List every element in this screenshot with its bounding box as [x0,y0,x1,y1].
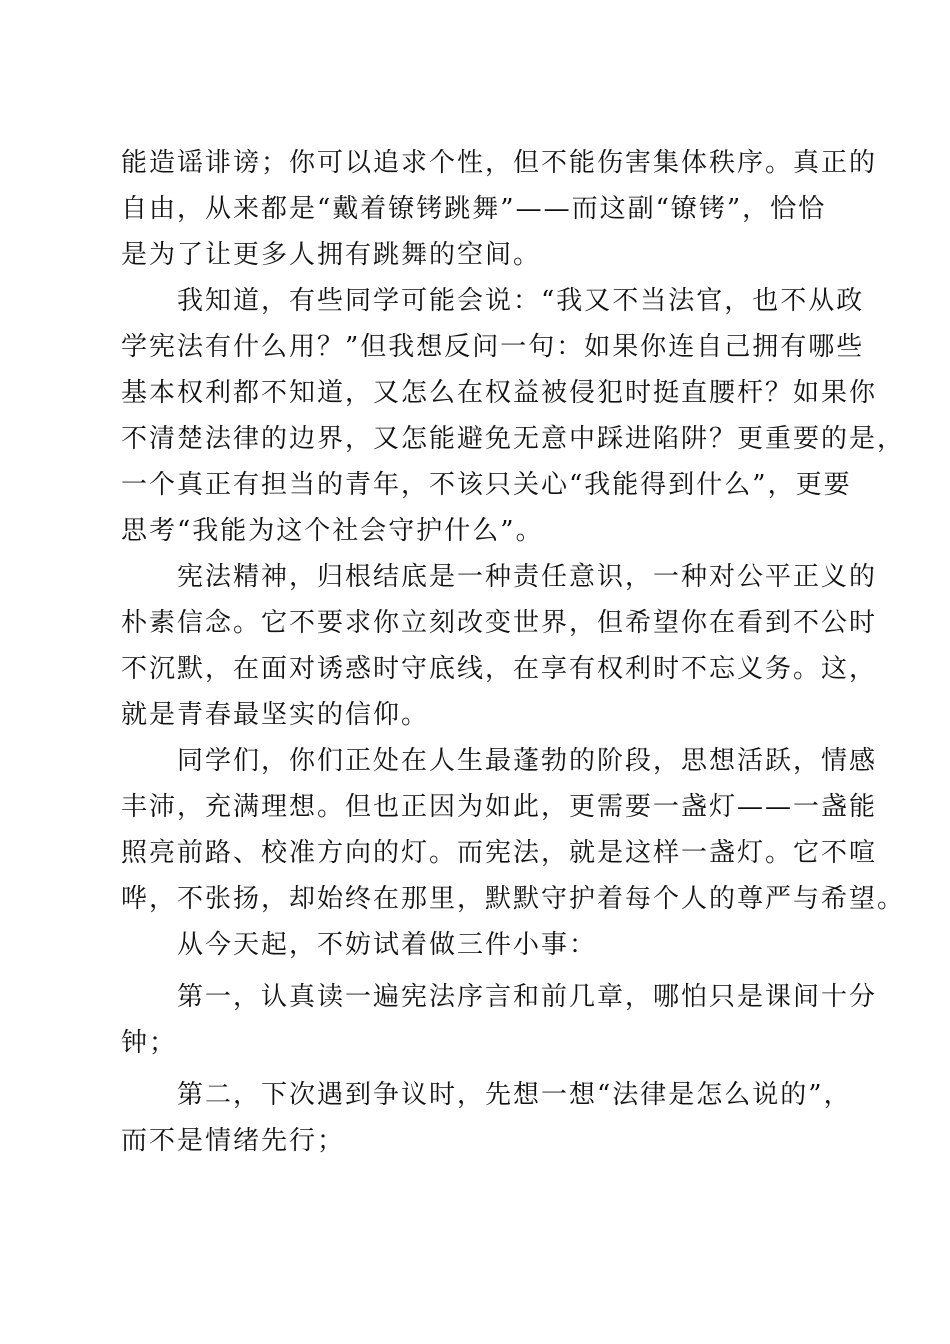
text-line: 思考“我能为这个社会守护什么”。 [121,516,544,546]
paragraph-three-things-intro [121,922,826,968]
text-line: 钟； [121,1028,178,1058]
text-line: 自由，从来都是“戴着镣铐跳舞”——而这副“镣铐”，恰恰 [121,194,827,224]
text-line: 能造谣诽谤；你可以追求个性，但不能伤害集体秩序。真正的 [121,148,878,178]
text-line: 哗，不张扬，却始终在那里，默默守护着每个人的尊严与希望。 [121,884,906,914]
text-line: 同学们，你们正处在人生最蓬勃的阶段，思想活跃，情感 [177,746,878,776]
text-line: 朴素信念。它不要求你立刻改变世界，但希望你在看到不公时 [121,608,878,638]
text-line: 学宪法有什么用？”但我想反问一句：如果你连自己拥有哪些 [121,332,865,362]
text-line: 基本权利都不知道，又怎么在权益被侵犯时挺直腰杆？如果你 [121,378,878,408]
text-line: 第二，下次遇到争议时，先想一想“法律是怎么说的”， [177,1080,852,1110]
paragraph-lamp [121,738,906,922]
text-line: 我知道，有些同学可能会说：“我又不当法官，也不从政 [177,286,865,316]
text-line: 就是青春最坚实的信仰。 [121,700,430,730]
paragraph-first-thing [121,974,878,1066]
text-line: 是为了让更多人拥有跳舞的空间。 [121,240,542,270]
text-line: 照亮前路、校准方向的灯。而宪法，就是这样一盏灯。它不喧 [121,838,878,868]
text-line: 不清楚法律的边界，又怎能避免无意中踩进陷阱？更重要的是， [121,424,906,454]
paragraph-second-thing [121,1072,852,1164]
text-line: 宪法精神，归根结底是一种责任意识，一种对公平正义的 [177,562,878,592]
document-body [121,140,906,1164]
paragraph-why-learn-constitution [121,278,906,554]
text-line: 而不是情绪先行； [121,1126,346,1156]
text-line: 从今天起，不妨试着做三件小事： [177,930,598,960]
text-line: 一个真正有担当的青年，不该只关心“我能得到什么”，更要 [121,470,852,500]
text-line: 第一，认真读一遍宪法序言和前几章，哪怕只是课间十分 [177,982,878,1012]
paragraph-constitution-spirit [121,554,878,738]
text-line: 不沉默，在面对诱惑时守底线，在享有权利时不忘义务。这， [121,654,878,684]
paragraph-freedom [121,140,878,278]
text-line: 丰沛，充满理想。但也正因为如此，更需要一盏灯——一盏能 [121,792,878,822]
